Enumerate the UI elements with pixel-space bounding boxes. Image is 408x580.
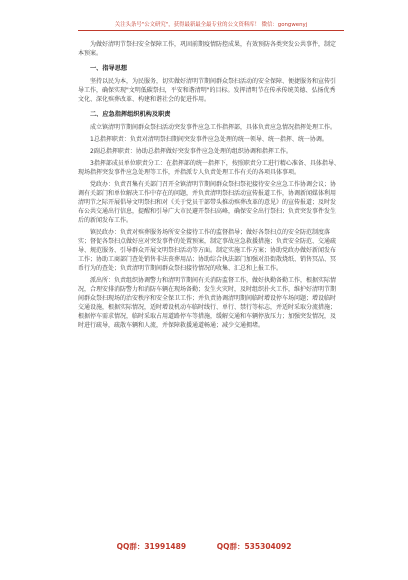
paragraph: 1总指挥职责：负责对清明祭扫期间突发事件应急处理的统一领导、统一指挥、统一协调。 bbox=[90, 136, 328, 143]
paragraph: 派出所：负责组织协调警力和清明节期间有关消防监督工作，做好执勤备勤工作，根据实际情况，合理安排消防警力和消防车辆在现场备勤；发生火灾时，及时组织扑火工作，维护好清明节期间群众祭扫现场的治安秩序和安全保卫工作；并负责协调清明期间临时增设停车场问题；增设临时交通设施，根据实际情况，适时增设机动车临时线行、单行、禁行等标志，并适时采取分流措施；根据停车需求情况，临时采取占用道路停车等措施，缓解交通和车辆停放压力；加强突发情况，及时进行疏导，疏散车辆和人流，并保障救援通道畅通；减少交通拥堵。 bbox=[78, 277, 337, 329]
paragraph: 镇民政办：负责对殡葬服务场所安全接待工作的监督指导；做好各祭扫点的安全防范制度落实；督促各祭扫点做好应对突发事件的处置预案，制定事故应急救援措施；负责安全防范、交通疏导、规范服务、引导群众开展文明祭扫活动等方面。制定实施工作方案；协助党政办做好新闻发布工作；协助工商部门查处销售非法丧葬用品；协助综合执法部门加强对沿街散烧纸、销售冥品、冥币行为的查处；负责清明节期间群众祭扫接待情况的收集、汇总和上报工作。 bbox=[78, 229, 337, 272]
qq-group-2: QQ群：535304092 bbox=[216, 542, 292, 551]
section-heading-guiding-ideology: 一、指导思想 bbox=[90, 65, 128, 72]
intro-paragraph: 为做好清明节祭扫安全保障工作，巩固前期疫情防控成果，有效预防各类突发公共事件，制定本预案。 bbox=[78, 41, 337, 57]
section-heading-organization: 二、应急指挥组织机构及职责 bbox=[90, 111, 171, 118]
paragraph: 党政办：负责召集有关部门召开全镇清明节期间群众祭扫祭祀接待安全应急工作协调会议；协调有关部门和单位解决工作中存在的问题，并负责清明祭扫活动宣传报道工作，协调新闻媒体利用清明节之际开展倡导文明祭扫和对《关于党员干部带头推动殡葬改革的意见》的宣传报道；及时发布公共交通出行信息，提醒和引导广大市民避开祭扫高峰，确保安全出行祭扫；负责突发事件发生后的新闻发布工作。 bbox=[78, 181, 337, 224]
paragraph: 坚持以民为本，为民服务，切实做好清明节期间群众祭扫活动的安全保障、便捷服务和宣传引导工作，确保实现"文明低碳祭扫，平安和谐清明"的目标。发挥清明节在传承传统美德、弘扬优秀文化、深化殡葬改革、构建和谐社会的促进作用。 bbox=[78, 78, 337, 103]
page-footer bbox=[0, 541, 408, 552]
qq-group-1: QQ群：31991489 bbox=[116, 542, 187, 551]
paragraph: 成立镇清明节期间群众祭扫活动突发事件应急工作指挥部，具体负责应急情况指挥处理工作。 bbox=[90, 124, 337, 131]
page-header-banner: 关注头条号"公文研究"，获得最新最全最专业的公文资料库！ 微信：gongwenyj bbox=[78, 22, 344, 31]
document-body bbox=[78, 40, 340, 333]
paragraph: 2副总指挥职责：协助总指挥做好突发事件应急处理的组织协调和指挥工作。 bbox=[90, 148, 292, 155]
paragraph: 3指挥部成员单位职责分工：在指挥部的统一指挥下，按照职责分工进行精心准备、具体指导、现场指挥突发事件应急处理等工作，并指派专人负责处理工作有关的各项具体事项。 bbox=[78, 160, 340, 176]
